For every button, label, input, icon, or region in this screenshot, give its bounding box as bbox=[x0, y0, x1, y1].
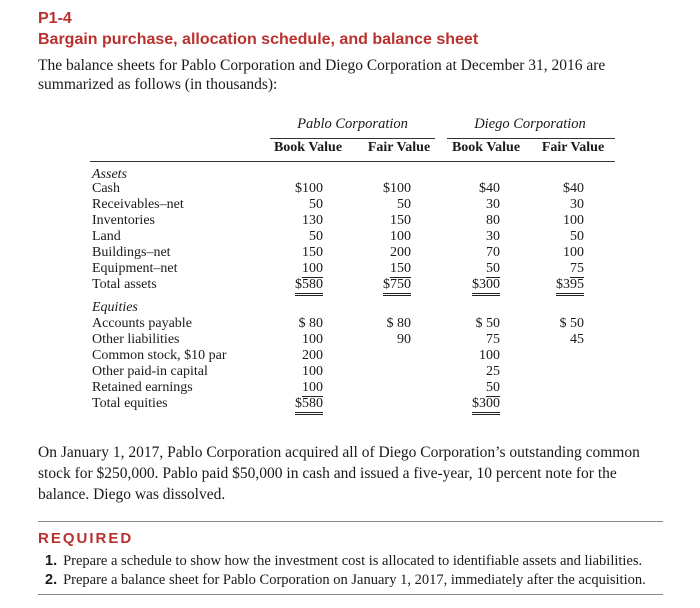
cell: 100 bbox=[302, 380, 323, 395]
required-item-number: 1. bbox=[45, 553, 58, 569]
row-label: Equipment–net bbox=[92, 261, 178, 276]
row-label: Other paid-in capital bbox=[92, 364, 208, 379]
cell: 75 bbox=[486, 332, 500, 347]
table-row bbox=[0, 212, 700, 229]
equities-section-row bbox=[0, 299, 700, 316]
required-bottom-rule bbox=[38, 594, 663, 595]
required-item bbox=[45, 571, 665, 589]
cell: 25 bbox=[486, 364, 500, 379]
row-label: Inventories bbox=[92, 213, 155, 228]
required-item-number: 2. bbox=[45, 572, 58, 588]
cell: $100 bbox=[295, 181, 323, 196]
column-header: Fair Value bbox=[541, 140, 605, 155]
table-row bbox=[0, 244, 700, 261]
cell: 200 bbox=[390, 245, 411, 260]
cell: 100 bbox=[302, 332, 323, 347]
cell: 50 bbox=[309, 229, 323, 244]
row-label: Total assets bbox=[92, 277, 157, 292]
table-row bbox=[0, 379, 700, 396]
cell: $ 80 bbox=[386, 316, 411, 331]
table-row bbox=[0, 315, 700, 332]
column-headers bbox=[0, 140, 700, 160]
cell: $40 bbox=[479, 181, 500, 196]
cell: $100 bbox=[383, 181, 411, 196]
cell: 100 bbox=[390, 229, 411, 244]
cell: 50 bbox=[309, 197, 323, 212]
header-rule bbox=[90, 161, 615, 162]
row-label: Retained earnings bbox=[92, 380, 193, 395]
problem-title: Bargain purchase, allocation schedule, and balance sheet bbox=[38, 31, 479, 48]
cell: 150 bbox=[390, 213, 411, 228]
table-row bbox=[0, 228, 700, 245]
acquisition-paragraph: On January 1, 2017, Pablo Corporation acquired all of Diego Corporation’s outstanding common stock for $250,000. Pablo paid $50,000 in cash and issued a five-year, 10 percent note for the balance. Diego was dissolved. bbox=[38, 444, 640, 503]
cell: 100 bbox=[302, 364, 323, 379]
equities-section-label: Equities bbox=[92, 300, 138, 315]
cell-total: $300 bbox=[472, 395, 500, 415]
cell: 30 bbox=[570, 197, 584, 212]
cell: 200 bbox=[302, 348, 323, 363]
column-header: Fair Value bbox=[367, 140, 431, 155]
cell: 70 bbox=[486, 245, 500, 260]
company-headers bbox=[0, 116, 700, 136]
required-item-text: Prepare a schedule to show how the investment cost is allocated to identifiable assets and liabilities. bbox=[63, 553, 643, 569]
row-label: Other liabilities bbox=[92, 332, 180, 347]
row-label: Accounts payable bbox=[92, 316, 192, 331]
table-row bbox=[0, 196, 700, 213]
table-row-total bbox=[0, 276, 700, 293]
column-header: Book Value bbox=[273, 140, 343, 155]
company-header-diego: Diego Corporation bbox=[474, 116, 586, 132]
company-header-pablo: Pablo Corporation bbox=[297, 116, 408, 132]
cell: 50 bbox=[570, 229, 584, 244]
table-row bbox=[0, 260, 700, 277]
cell: 50 bbox=[397, 197, 411, 212]
cell: 45 bbox=[570, 332, 584, 347]
table-row bbox=[0, 331, 700, 348]
cell: 80 bbox=[486, 213, 500, 228]
cell-total: $750 bbox=[383, 276, 411, 296]
cell: 100 bbox=[563, 245, 584, 260]
row-label: Total equities bbox=[92, 396, 168, 411]
cell: 100 bbox=[302, 261, 323, 276]
cell-total: $395 bbox=[556, 276, 584, 296]
row-label: Receivables–net bbox=[92, 197, 184, 212]
company-rule-pablo bbox=[270, 138, 435, 139]
row-label: Buildings–net bbox=[92, 245, 171, 260]
intro-text: The balance sheets for Pablo Corporation and Diego Corporation at December 31, 2016 are summarized as follows (in thousands): bbox=[38, 57, 606, 93]
table-row bbox=[0, 347, 700, 364]
table-row bbox=[0, 180, 700, 197]
cell: 30 bbox=[486, 197, 500, 212]
cell: 150 bbox=[390, 261, 411, 276]
table-row bbox=[0, 363, 700, 380]
cell: 130 bbox=[302, 213, 323, 228]
cell: 150 bbox=[302, 245, 323, 260]
table-row-total bbox=[0, 395, 700, 412]
cell: 75 bbox=[570, 261, 584, 276]
cell: 90 bbox=[397, 332, 411, 347]
row-label: Common stock, $10 par bbox=[92, 348, 227, 363]
cell-total: $580 bbox=[295, 276, 323, 296]
cell-total: $580 bbox=[295, 395, 323, 415]
cell: 30 bbox=[486, 229, 500, 244]
cell: $ 50 bbox=[475, 316, 500, 331]
cell: 100 bbox=[479, 348, 500, 363]
column-header: Book Value bbox=[451, 140, 521, 155]
row-label: Land bbox=[92, 229, 121, 244]
cell: 50 bbox=[486, 261, 500, 276]
cell: 50 bbox=[486, 380, 500, 395]
cell-total: $300 bbox=[472, 276, 500, 296]
row-label: Cash bbox=[92, 181, 120, 196]
required-heading: REQUIRED bbox=[38, 530, 134, 547]
required-top-rule bbox=[38, 521, 663, 522]
cell: $ 50 bbox=[559, 316, 584, 331]
company-rule-diego bbox=[447, 138, 615, 139]
cell: $ 80 bbox=[298, 316, 323, 331]
required-item-text: Prepare a balance sheet for Pablo Corporation on January 1, 2017, immediately after the acquisition. bbox=[63, 572, 646, 588]
cell: $40 bbox=[563, 181, 584, 196]
required-item bbox=[45, 552, 665, 570]
assets-section-label: Assets bbox=[92, 167, 127, 182]
problem-number: P1-4 bbox=[38, 10, 72, 27]
cell: 100 bbox=[563, 213, 584, 228]
